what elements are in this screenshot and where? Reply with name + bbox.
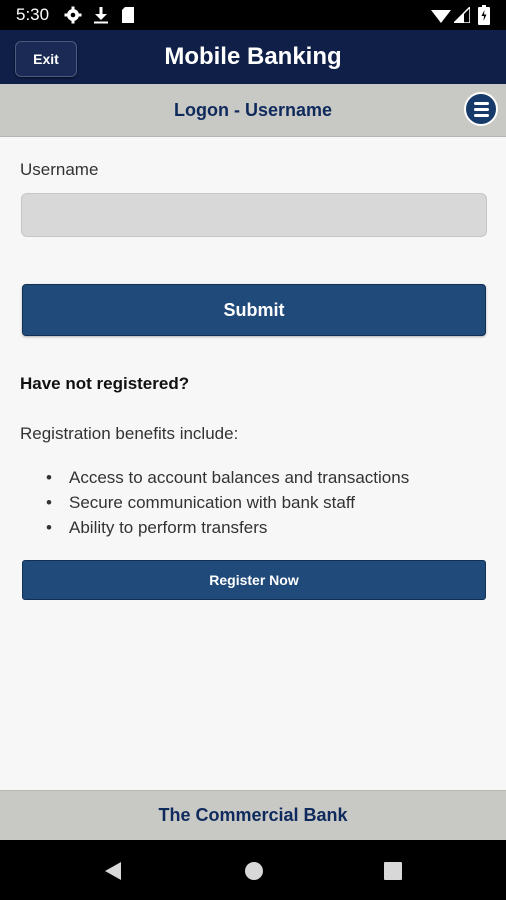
recents-icon[interactable] xyxy=(384,862,402,885)
benefits-list xyxy=(46,466,409,541)
list-item: • Ability to perform transfers xyxy=(46,518,268,537)
register-now-button[interactable]: Register Now xyxy=(22,560,486,600)
submit-button[interactable]: Submit xyxy=(22,284,486,336)
signal-icon xyxy=(454,7,470,28)
download-icon xyxy=(93,6,109,29)
back-icon[interactable] xyxy=(103,861,123,886)
hamburger-menu-icon[interactable] xyxy=(464,92,498,126)
page-title: Logon - Username xyxy=(173,100,333,120)
app-footer xyxy=(0,790,506,841)
wifi-icon xyxy=(431,7,451,28)
status-bar xyxy=(0,0,506,30)
settings-icon xyxy=(64,6,82,29)
bank-name: The Commercial Bank xyxy=(158,805,348,825)
status-time: 5:30 xyxy=(16,5,50,24)
app-header xyxy=(0,30,506,84)
app-title: Mobile Banking xyxy=(164,43,342,70)
username-input[interactable] xyxy=(21,193,487,237)
list-item: • Access to account balances and transactions xyxy=(46,468,410,487)
battery-icon xyxy=(478,5,490,30)
username-label: Username xyxy=(20,160,99,179)
page-subheader xyxy=(0,84,506,137)
registration-heading: Have not registered? xyxy=(20,374,190,393)
list-item: • Secure communication with bank staff xyxy=(46,493,355,512)
registration-intro: Registration benefits include: xyxy=(20,424,239,443)
exit-button[interactable]: Exit xyxy=(15,41,77,77)
sd-card-icon xyxy=(121,6,135,29)
home-icon[interactable] xyxy=(244,861,264,886)
navigation-bar xyxy=(0,840,506,900)
